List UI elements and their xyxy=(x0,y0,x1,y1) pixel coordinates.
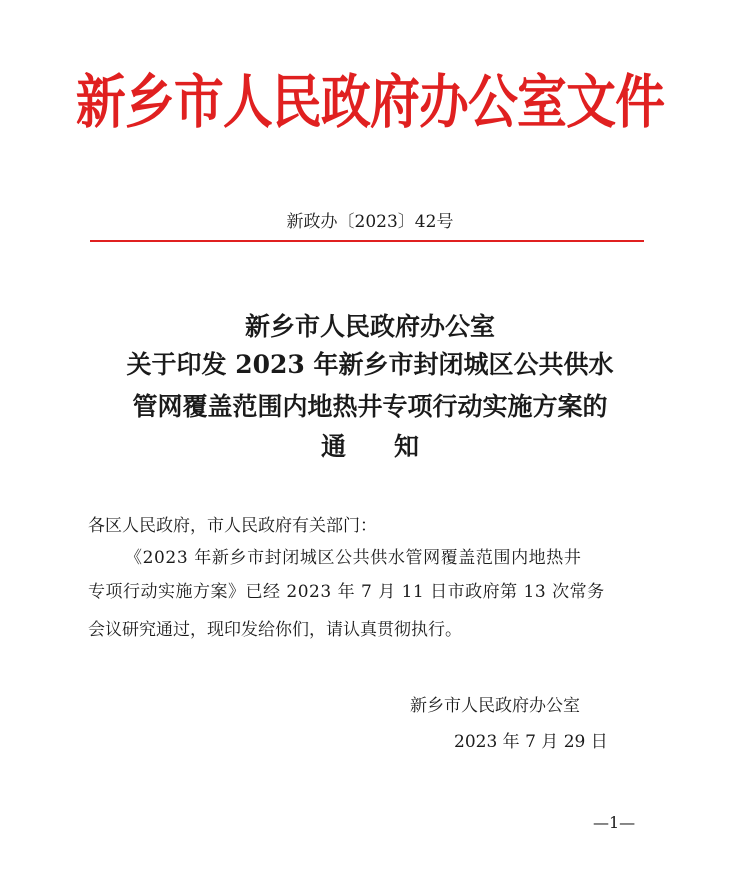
notice-title-line-1: 新乡市人民政府办公室 xyxy=(244,312,495,341)
body-text-line-1: 《2023 年新乡市封闭城区公共供水管网覆盖范围内地热井 xyxy=(125,548,582,568)
notice-title-line-3: 管网覆盖范围内地热井专项行动实施方案的 xyxy=(132,392,608,421)
body-text-line-3: 会议研究通过，现印发给你们，请认真贯彻执行。 xyxy=(88,620,462,640)
notice-title-line-4: 通知 xyxy=(320,432,467,461)
page-number: —1— xyxy=(593,813,636,832)
red-divider-rule xyxy=(90,240,644,242)
body-text-line-2: 专项行动实施方案》已经 2023 年 7 月 11 日市政府第 13 次常务 xyxy=(88,582,605,602)
recipients-line: 各区人民政府，市人民政府有关部门： xyxy=(88,516,377,536)
notice-title-line-2: 关于印发 2023 年新乡市封闭城区公共供水 xyxy=(126,350,614,379)
signature-organization: 新乡市人民政府办公室 xyxy=(410,696,580,716)
document-number: 新政办〔2023〕42号 xyxy=(286,212,454,232)
masthead-title: 新乡市人民政府办公室文件 xyxy=(75,68,665,136)
signature-date: 2023 年 7 月 29 日 xyxy=(454,732,608,752)
